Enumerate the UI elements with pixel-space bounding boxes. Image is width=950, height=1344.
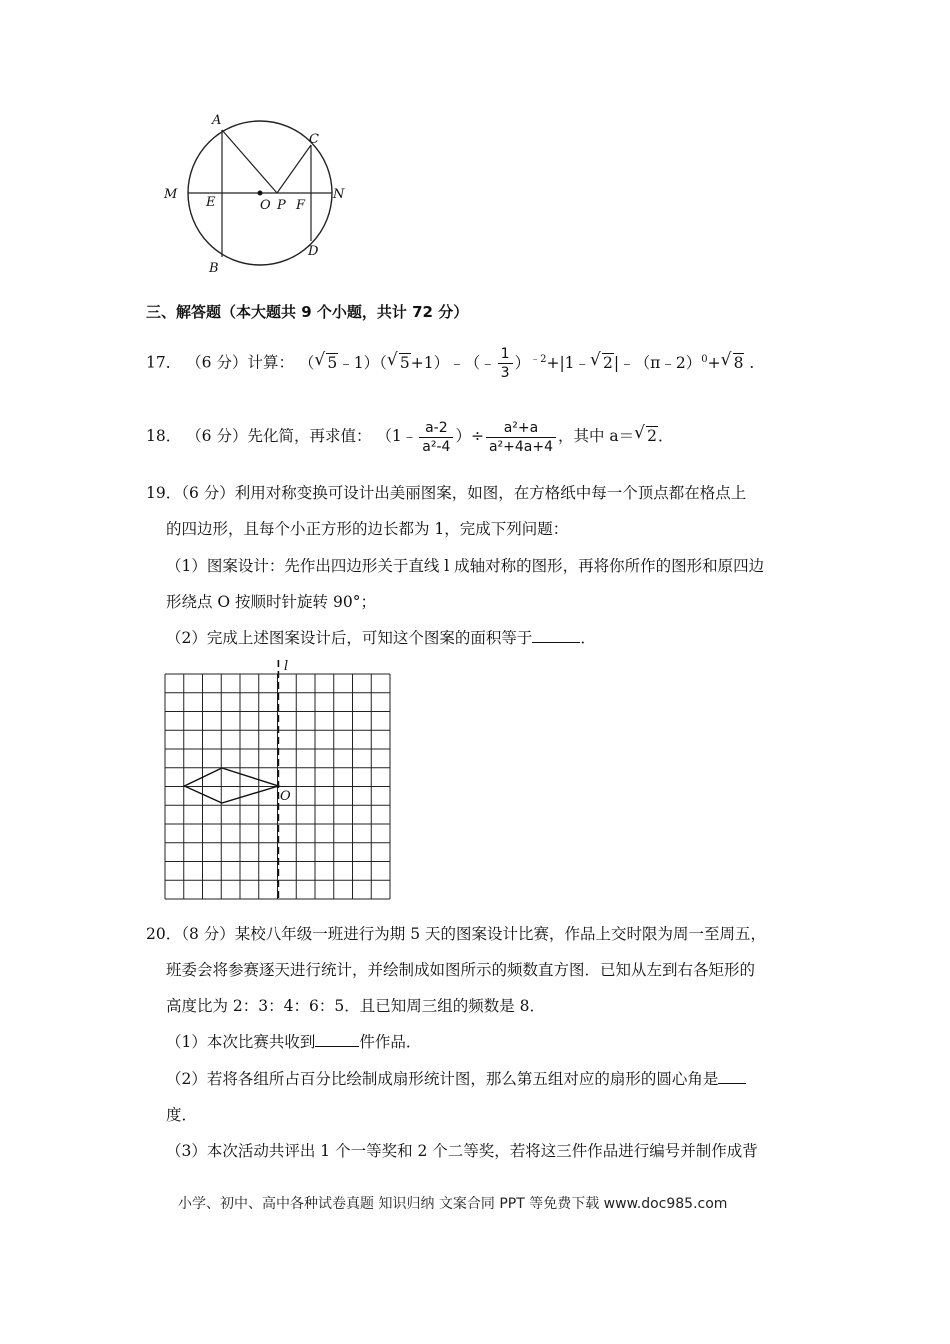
q17-tail: ． [749,353,765,372]
label-o: O [260,198,271,213]
center-dot [258,191,263,196]
q17-number: 17． [146,353,182,372]
q17-score: （6 分）计算： [186,353,294,372]
q18-frac1-num: a-2 [419,419,453,438]
q18-frac2-num: a²+a [486,419,556,438]
q18-score: （6 分）先化简，再求值： [186,427,372,445]
circle-figure [155,105,355,280]
footer: 小学、初中、高中各种试卷真题 知识归纳 文案合同 PPT 等免费下载 www.doc985.com [178,1196,728,1212]
q19-line4: 形绕点 O 按顺时针旋转 90°； [166,593,376,611]
label-a: A [212,113,222,128]
q19-line5-text: （2）完成上述图案设计后，可知这个图案的面积等于 [166,629,533,647]
q20-line4b: 件作品． [359,1033,422,1051]
q19-line1: 19．（6 分）利用对称变换可设计出美丽图案，如图，在方格纸中每一个顶点都在格点上 [146,484,747,502]
question-17 [146,345,765,385]
q20-line3: 高度比为 2：3：4：6：5．且已知周三组的频数是 8． [166,997,546,1015]
q19-line5 [166,627,596,649]
label-m: M [164,187,178,202]
q17-expression: （ √ 5﹣1）（ √ 5+1）﹣（﹣ $\frac{1}{3}$ ）$^{﹣2}$+|1﹣ √ 2|﹣（π﹣2）$^0$+ √ 8 [298,346,744,381]
q18-frac1-den: a²-4 [422,438,451,455]
q18-frac2-den: a²+4a+4 [488,438,553,455]
label-e: E [206,195,216,210]
label-n: N [333,187,345,202]
question-18: 18． （6 分）先化简，再求值： （1﹣ $\frac{a-2}{\text{a²-4}}$ ）÷ $\frac{\text{a²+a}}{\text{a²+4a+4}}$ ，其中 a＝ √ 2． [146,419,674,455]
q20-line5-text: （2）若将各组所占百分比绘制成扇形统计图，那么第五组对应的扇形的圆心角是 [166,1070,719,1088]
q20-line6: 度． [166,1106,198,1124]
q20-line4 [166,1031,421,1053]
q20-line4a: （1）本次比赛共收到 [166,1033,316,1051]
quadrilateral [184,768,278,803]
section-title: 三、解答题（本大题共 9 个小题，共计 72 分） [146,303,469,321]
q20-line1: 20．（8 分）某校八年级一班进行为期 5 天的图案设计比赛，作品上交时限为周一至周五， [146,925,766,943]
q20-blank-1 [315,1032,359,1047]
q18-sqrt-value: 2 [647,427,658,445]
q18-tail: ． [658,427,674,445]
label-c: C [309,132,319,147]
grid-label-l: l [284,660,289,674]
label-p: P [277,198,286,213]
q19-line5-tail: ． [580,629,596,647]
q18-condition: ，其中 a＝ [557,427,635,445]
q20-line5 [166,1068,746,1090]
label-d: D [308,244,319,259]
label-f: F [296,198,306,213]
grid-figure [160,660,400,905]
q20-line2: 班委会将参赛逐天进行统计，并绘制成如图所示的频数直方图．已知从左到右各矩形的 [166,961,756,979]
segment-pc [277,145,311,193]
label-b: B [209,261,219,276]
grid-label-o: O [280,789,291,804]
segment-ap [222,130,277,193]
q18-expression: （1﹣ $\frac{a-2}{\text{a²-4}}$ ）÷ $\frac{\text{a²+a}}{\text{a²+4a+4}}$ [376,427,558,445]
q19-answer-blank [532,628,580,643]
q19-line3: （1）图案设计：先作出四边形关于直线 l 成轴对称的图形，再将你所作的图形和原四边 [166,557,765,575]
q18-number: 18． [146,427,182,445]
q20-line7: （3）本次活动共评出 1 个一等奖和 2 个二等奖，若将这三件作品进行编号并制作成背 [166,1142,758,1160]
q20-blank-2 [718,1069,746,1084]
q19-line2: 的四边形，且每个小正方形的边长都为 1，完成下列问题： [166,520,569,538]
